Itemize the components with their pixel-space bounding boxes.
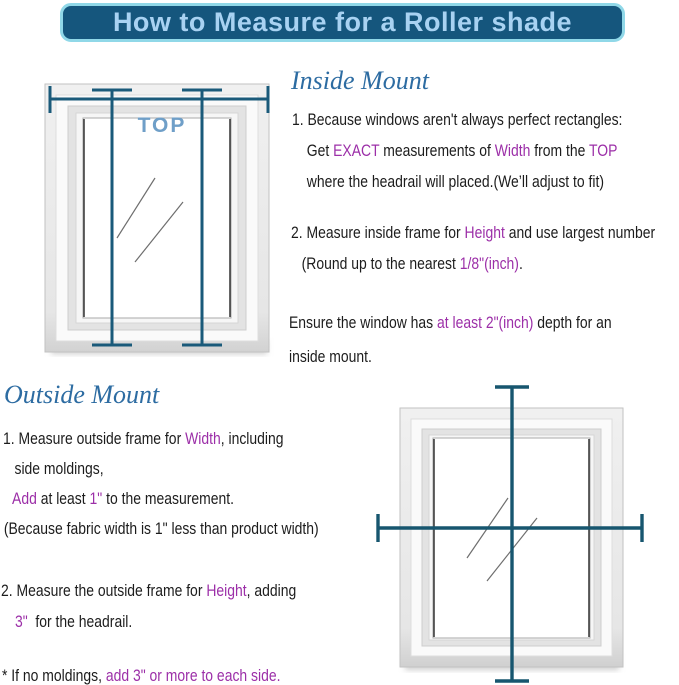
instruction-line: (Because fabric width is 1" less than product width) xyxy=(3,519,319,538)
instruction-line: (Round up to the nearest 1/8"(inch). xyxy=(301,254,523,273)
instruction-line: 3" for the headrail. xyxy=(14,612,133,631)
outside-mount-window-diagram xyxy=(365,378,660,685)
instruction-line: Ensure the window has at least 2"(inch) depth for an xyxy=(289,313,612,332)
instruction-line: inside mount. xyxy=(289,347,372,366)
instruction-line: * If no moldings, add 3" or more to each side. xyxy=(2,666,281,685)
inside-mount-window-diagram xyxy=(25,70,285,370)
instruction-line: Get EXACT measurements of Width from the TOP xyxy=(306,141,618,160)
header-banner xyxy=(60,3,625,42)
inside-mount-note xyxy=(289,306,612,374)
inside-mount-step2 xyxy=(291,217,655,279)
outside-mount-heading: Outside Mount xyxy=(4,380,160,409)
page-title: How to Measure for a Roller shade xyxy=(112,7,573,37)
instruction-line: Add at least 1" to the measurement. xyxy=(12,489,234,508)
instruction-line: 2. Measure the outside frame for Height, adding xyxy=(1,581,297,600)
inside-mount-heading: Inside Mount xyxy=(291,66,429,95)
instruction-line: side moldings, xyxy=(14,459,104,478)
outside-mount-step2 xyxy=(1,575,296,637)
top-label: TOP xyxy=(137,114,187,137)
inside-mount-step1 xyxy=(292,104,622,197)
outside-mount-note xyxy=(2,660,280,685)
outside-mount-step1 xyxy=(3,424,319,544)
instruction-line: 1. Measure outside frame for Width, including xyxy=(3,429,284,448)
instruction-line: where the headrail will placed.(We’ll adjust to fit) xyxy=(306,172,605,191)
instruction-line: 2. Measure inside frame for Height and use largest number xyxy=(291,223,656,242)
instruction-line: 1. Because windows aren't always perfect rectangles: xyxy=(292,110,623,129)
